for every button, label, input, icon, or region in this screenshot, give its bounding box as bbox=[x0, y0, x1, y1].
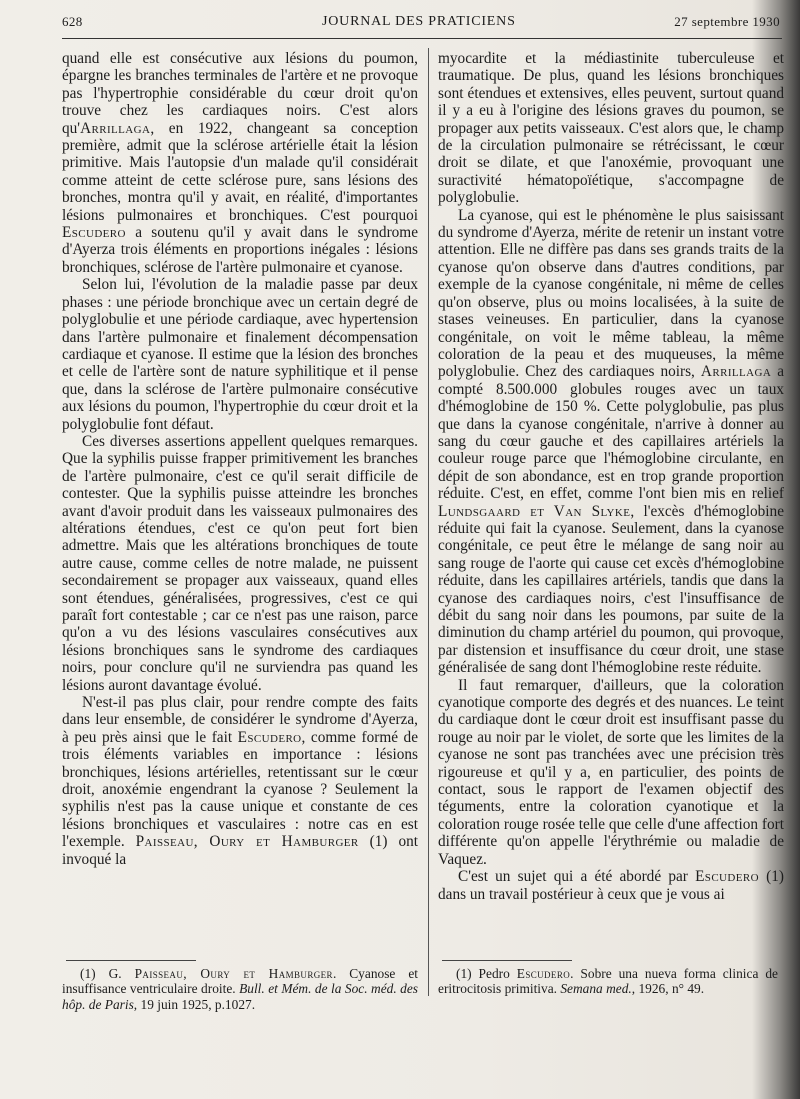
journal-title: JOURNAL DES PRATICIENS bbox=[322, 14, 516, 29]
journal-reference: Semana med. bbox=[560, 981, 632, 997]
journal-reference: Bull. et Mém. de la Soc. méd. des hôp. de Paris bbox=[62, 981, 418, 1012]
author-name: Arrillaga bbox=[700, 363, 772, 381]
footnote-rule bbox=[442, 960, 572, 961]
author-names: Paisseau, Oury et Hamburger bbox=[135, 833, 359, 851]
paragraph: Il faut remarquer, d'ailleurs, que la coloration cyanotique comporte des degrés et des nuances. Le teint du cardiaque dont le cœur droit est insuffisant passe du rouge au noir par le violet, de sorte que les limites de la cyanose ne sont pas tranchées avec une précision très rigoureuse et qu'il y a, en particulier, des points de contact, sous le rapport de l'examen objectif des téguments, entre la coloration cyanotique et la coloration rouge rosée telle que celle d'une affection fort différente qu'on appelle l'érythrémie ou maladie de Vaquez. bbox=[438, 676, 784, 868]
paragraph: C'est un sujet qui a été abordé par Escudero (1) dans un travail postérieur à ceux que je vous ai bbox=[438, 868, 784, 903]
footnote-text: (1) G. Paisseau, Oury et Hamburger. Cyanose et insuffisance ventriculaire droite. Bull. et Mém. de la Soc. méd. des hôp. de Paris, 19 juin 1925, p.1027. bbox=[62, 966, 419, 1012]
author-name: Escudero bbox=[237, 728, 302, 746]
footnote-right bbox=[438, 966, 778, 997]
author-name: Escudero bbox=[62, 224, 126, 242]
page-header bbox=[62, 14, 780, 36]
paragraph: Selon lui, l'évolution de la maladie passe par deux phases : une période bronchique avec un certain degré de polyglobulie et une période cardiaque, avec hypertension dans l'artère pulmonaire et finalement décompensation cardiaque et cyanose. Il estime que la lésion des bronches et celle de l'artère sont de nature syphilitique et il pense que, dans la sclérose de l'artère pulmonaire consécutive aux lésions du poumon, l'hypertrophie du cœur droit et la polyglobulie font défaut. bbox=[62, 276, 418, 433]
footnote-rule bbox=[66, 960, 196, 961]
paragraph: myocardite et la médiastinite tuberculeuse et traumatique. De plus, quand les lésions bronchiques sont étendues et extensives, elles peuvent, surtout quand il y a eu à l'origine des lésions graves du poumon, se propager aux petits vaisseaux. C'est alors que, le champ de la circulation pulmonaire se rétrécissant, le cœur droit se dilate, et que l'anoxémie, provoquant une suractivité hématopoïétique, s'accompagne de polyglobulie. bbox=[438, 50, 784, 207]
paragraph: Ces diverses assertions appellent quelques remarques. Que la syphilis puisse frapper primitivement les branches de l'artère pulmonaire, c'est ce qu'il serait difficile de contester. Que la syphilis puisse atteindre les bronches avant d'avoir produit dans les vaisseaux pulmonaires des altérations étendues, c'est ce qu'on peut fort bien admettre. Mais que les altérations bronchiques de toute autre cause, comme celles de notre malade, ne puissent secondairement se propager aux vaisseaux, quand elles sont étendues, généralisées, progressives, c'est ce qui paraît fort contestable ; car ce n'est pas une raison, parce qu'on a vu des lésions vasculaires consécutives aux lésions bronchiques sans le syndrome des cardiaques noirs, pour conclure qu'il ne surviendra pas quand les lésions auront davantage évolué. bbox=[62, 432, 418, 694]
column-divider bbox=[428, 48, 429, 996]
author-name: Escudero bbox=[695, 868, 759, 886]
author-names: Paisseau, Oury et Hamburger bbox=[134, 966, 333, 981]
right-column bbox=[438, 50, 784, 903]
footnote-left bbox=[62, 966, 418, 1012]
paragraph: quand elle est consécutive aux lésions du poumon, épargne les branches terminales de l'artère et ne provoque pas l'hypertrophie considérable du cœur droit qu'on trouve chez les cardiaques noirs. C'est alors qu'Arrillaga, en 1922, changeant sa conception première, admit que la sclérose artérielle était la lésion primitive. Mais l'autopsie d'un malade qu'il considérait comme atteint de cette sclérose pure, sans lésions des bronches, montra qu'il y avait, en réalité, d'importantes lésions pulmonaires et bronchiques. C'est pourquoi Escudero a soutenu qu'il y avait dans le syndrome d'Ayerza trois éléments en proportions inégales : lésions bronchiques, sclérose de l'artère pulmonaire et cyanose. bbox=[62, 50, 418, 276]
paragraph: La cyanose, qui est le phénomène le plus saisissant du syndrome d'Ayerza, mérite de retenir un instant votre attention. Elle ne diffère pas dans ses grands traits de la cyanose qu'on observe dans d'autres conditions, par exemple de la cyanose congénitale, ni même de celles qu'on observe, plus ou moins localisées, à la suite de stases veineuses. En particulier, dans la cyanose congénitale, on voit le même tableau, la même coloration de la peau et des muqueuses, la même polyglobulie. Chez des cardiaques noirs, Arrillaga a compté 8.500.000 globules rouges avec un taux d'hémoglobine de 150 %. Cette polyglobulie, pas plus que dans la cyanose congénitale, n'arrive à donner au sang du cœur gauche et des capillaires artériels la couleur rouge parce que l'hémoglobine circulante, en dépit de son abondance, est en trop grande proportion réduite. C'est, en effet, comme l'ont bien mis en relief Lundsgaard et Van Slyke, l'excès d'hémoglobine réduite qui fait la cyanose. Seulement, dans la cyanose congénitale, ce peut être le mélange de sang noir au sang rouge de l'aorte qui cause cet excès d'hémoglobine réduite, dans les capillaires artériels, tandis que dans la cyanose des cardiaques noirs, c'est l'insuffisance de débit du sang noir dans les poumons, par suite de la diminution du champ artériel du poumon, qui provoque, par distension et insuffisance du cœur droit, une stase généralisée de sang dont l'hémoglobine reste réduite. bbox=[438, 206, 784, 677]
header-rule bbox=[62, 38, 782, 39]
author-name: Escudero bbox=[516, 966, 571, 981]
author-names: Lundsgaard et Van Slyke bbox=[438, 502, 631, 520]
left-column bbox=[62, 50, 418, 868]
author-name: Arrillaga bbox=[80, 119, 151, 137]
footnote-text: (1) Pedro Escudero. Sobre una nueva forma clinica de eritrocitosis primitiva. Semana med., 1926, n° 49. bbox=[438, 966, 778, 997]
issue-date: 27 septembre 1930 bbox=[674, 14, 780, 29]
page-number: 628 bbox=[62, 14, 83, 29]
paragraph: N'est-il pas plus clair, pour rendre compte des faits dans leur ensemble, de considérer le syndrome d'Ayerza, à peu près ainsi que le fait Escudero, comme formé de trois éléments variables en importance : lésions bronchiques, lésions artérielles, retentissant sur le cœur droit, anoxémie engendrant la cyanose ? Seulement la syphilis n'est pas la cause unique et constante de ces lésions bronchiques et vasculaires : notre cas en est l'exemple. Paisseau, Oury et Hamburger (1) ont invoqué la bbox=[62, 694, 418, 868]
